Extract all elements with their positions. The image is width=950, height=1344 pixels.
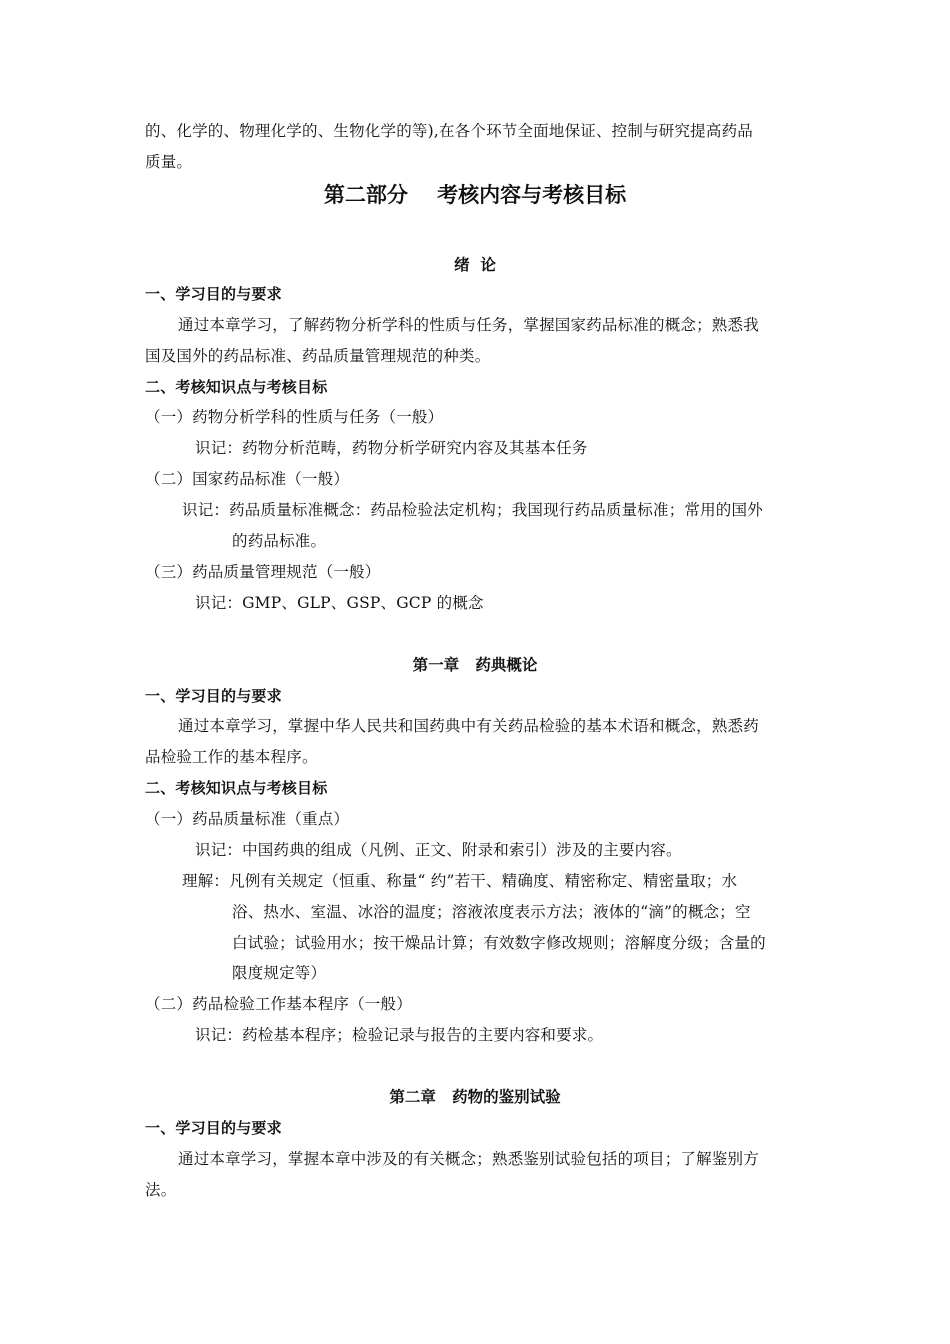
chapter2-section1-heading: 一、学习目的与要求	[145, 1119, 282, 1137]
chapter1-section2-heading: 二、考核知识点与考核目标	[145, 779, 328, 797]
intro-item3-title: （三）药品质量管理规范（一般）	[145, 563, 381, 581]
introduction-title: 绪 论	[454, 256, 496, 274]
intro-item1-title: （一）药物分析学科的性质与任务（一般）	[145, 408, 444, 426]
chapter1-section1-text-1: 通过本章学习，掌握中华人民共和国药典中有关药品检验的基本术语和概念，熟悉药	[178, 717, 759, 735]
intro-item1-shiji: 识记：药物分析范畴，药物分析学研究内容及其基本任务	[195, 439, 588, 457]
intro-line-2: 质量。	[145, 153, 193, 171]
chapter1-item1-lijie-1: 理解：凡例有关规定（恒重、称量“ 约”若干、精确度、精密称定、精密量取；水	[182, 872, 738, 890]
chapter1-item1-shiji: 识记：中国药典的组成（凡例、正文、附录和索引）涉及的主要内容。	[195, 841, 682, 859]
intro-section1-text-2: 国及国外的药品标准、药品质量管理规范的种类。	[145, 347, 491, 365]
chapter2-section1-text-2: 法。	[145, 1181, 177, 1199]
chapter1-item1-title: （一）药品质量标准（重点）	[145, 810, 350, 828]
chapter1-item1-lijie-4: 限度规定等）	[232, 964, 327, 982]
intro-item2-shiji-2: 的药品标准。	[232, 532, 327, 550]
intro-item2-title: （二）国家药品标准（一般）	[145, 470, 350, 488]
part-title: 第二部分 考核内容与考核目标	[323, 183, 627, 207]
chapter2-title: 第二章 药物的鉴别试验	[389, 1088, 561, 1106]
intro-item3-shiji: 识记：GMP、GLP、GSP、GCP 的概念	[195, 594, 484, 612]
chapter1-section1-text-2: 品检验工作的基本程序。	[145, 748, 318, 766]
intro-section2-heading: 二、考核知识点与考核目标	[145, 378, 328, 396]
chapter1-item2-shiji: 识记：药检基本程序；检验记录与报告的主要内容和要求。	[195, 1026, 604, 1044]
chapter1-item1-lijie-3: 白试验；试验用水；按干燥品计算；有效数字修改规则；溶解度分级；含量的	[232, 934, 766, 952]
chapter2-section1-text-1: 通过本章学习，掌握本章中涉及的有关概念；熟悉鉴别试验包括的项目；了解鉴别方	[178, 1150, 759, 1168]
chapter1-title: 第一章 药典概论	[412, 656, 538, 674]
chapter1-section1-heading: 一、学习目的与要求	[145, 687, 282, 705]
chapter1-item2-title: （二）药品检验工作基本程序（一般）	[145, 995, 412, 1013]
intro-section1-heading: 一、学习目的与要求	[145, 285, 282, 303]
chapter1-item1-lijie-2: 浴、热水、室温、冰浴的温度；溶液浓度表示方法；液体的“滴”的概念；空	[232, 903, 751, 921]
intro-line-1: 的、化学的、物理化学的、生物化学的等),在各个环节全面地保证、控制与研究提高药品	[145, 122, 753, 140]
intro-section1-text-1: 通过本章学习，了解药物分析学科的性质与任务，掌握国家药品标准的概念；熟悉我	[178, 316, 759, 334]
intro-item2-shiji-1: 识记：药品质量标准概念：药品检验法定机构；我国现行药品质量标准；常用的国外	[182, 501, 763, 519]
